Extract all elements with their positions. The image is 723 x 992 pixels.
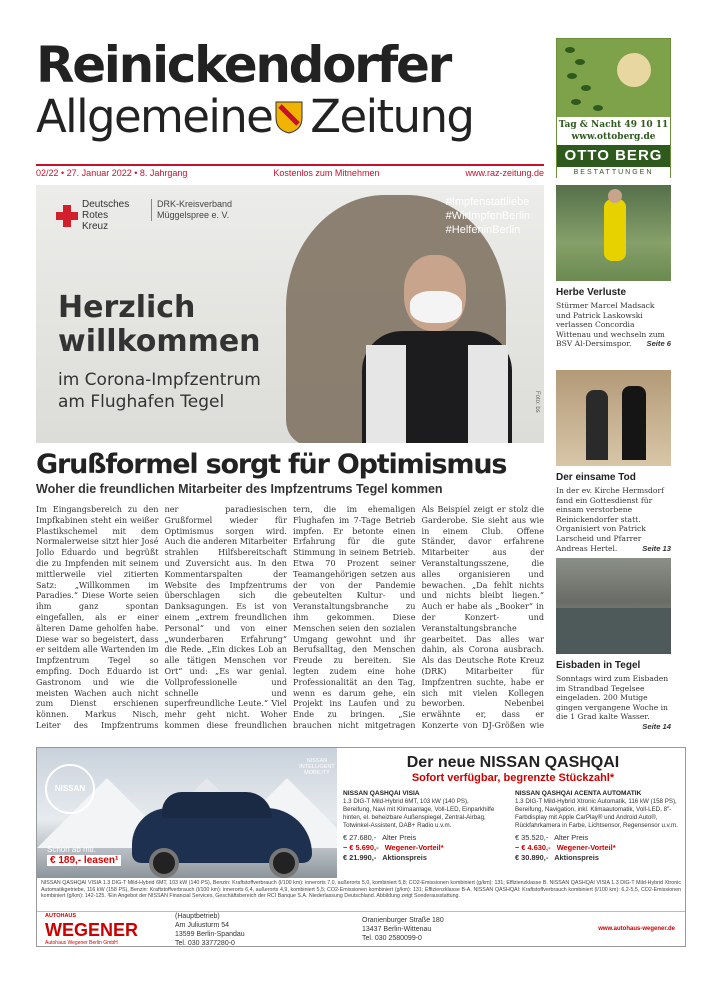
sidebar-title: Herbe Verluste bbox=[556, 287, 627, 298]
spec-line: 1.3 DIG-T Mild-Hybrid 6MT, 103 kW (140 PS), bbox=[343, 798, 469, 805]
ad-phone: Tag & Nacht 49 10 11 bbox=[558, 120, 669, 130]
leaf-icon bbox=[571, 99, 581, 105]
ad-contact bbox=[557, 117, 670, 145]
lease-price bbox=[47, 844, 121, 866]
dealer-website[interactable]: www.autohaus-wegener.de bbox=[598, 926, 675, 932]
discount-label: Wegener-Vorteil* bbox=[556, 843, 616, 852]
dealer-name: WEGENER bbox=[45, 919, 139, 940]
leaf-icon bbox=[575, 59, 585, 65]
price-row bbox=[515, 843, 680, 853]
nissan-ad[interactable] bbox=[36, 747, 686, 947]
discount: − € 5.690,- bbox=[343, 843, 379, 852]
vest-left bbox=[366, 345, 406, 443]
hashtag: #WirImpfenBerlin bbox=[445, 210, 530, 222]
ffp2-mask bbox=[410, 291, 462, 323]
dealer-address bbox=[332, 916, 497, 943]
dealer-footer bbox=[37, 911, 685, 947]
drk2-line: DRK-Kreisverband bbox=[157, 199, 233, 209]
spec-title: NISSAN QASHQAI VISIA bbox=[343, 790, 420, 797]
nissan-subheadline: Sofort verfügbar, begrenzte Stückzahl* bbox=[411, 772, 615, 784]
old-price-label: Alter Preis bbox=[554, 833, 589, 842]
dateline bbox=[36, 164, 544, 178]
nissan-headline: Der neue NISSAN QASHQAI bbox=[406, 754, 620, 771]
website-link[interactable]: www.raz-zeitung.de bbox=[465, 168, 544, 178]
address-street: Oranienburger Straße 180 bbox=[362, 917, 444, 924]
article-column-text: Als Beispiel zeigt er stolz die Garderobe. Sie sieht aus wie in einem Club. Offene Ständer, davor erfahrene Mitarbeiter aus der Veranstaltungsszene, die alles organisieren und bewachen. „Da fehlt nichts und nichts bleibt liegen.“ Auch er habe als „Booker“ in der Konzert- und Veranstaltungsbranche gearbeitet. Das alles war dahin, als Corona ausbrach. Als das Deutsche Rote Kreuz (DRK) Mitarbeiter für Impfzentren suchte, habe er sich mit vielen Kollegen beworben. Nebenbei erwähnte er, dass er Konzerte von DJ-Größen wie bbox=[421, 504, 544, 730]
drk-line: Kreuz bbox=[82, 221, 109, 232]
leaf-icon bbox=[581, 85, 591, 91]
otto-berg-ad[interactable] bbox=[556, 38, 671, 178]
nissan-car-image bbox=[37, 748, 337, 878]
masthead-zeitung: Zeitung bbox=[310, 90, 474, 143]
free-label: Kostenlos zum Mitnehmen bbox=[273, 168, 380, 178]
ice-bathing-photo bbox=[556, 558, 671, 654]
masthead-allgemeine: Allgemeine bbox=[36, 90, 273, 143]
nissan-ad-header bbox=[343, 754, 683, 784]
article-column-last bbox=[422, 504, 545, 732]
spec-line: 1.3 DIG-T Mild-Hybrid Xtronic Automatik, 116 kW (158 PS), Bereifung, Navigation, inkl. Klimaautomatik, Voll-LED, 8"-Farbdisplay mit Apple CarPlay® und Android Auto®, Rückfahrkamera in Farbe, Lichtsensor, Regensensor u.v.m. bbox=[515, 798, 678, 829]
person-figure bbox=[586, 390, 608, 460]
sidebar-text bbox=[556, 674, 671, 731]
page-ref[interactable]: Seite 14 bbox=[642, 721, 671, 731]
dealer-address bbox=[167, 912, 332, 948]
drk-kreisverband bbox=[151, 199, 232, 221]
hashtags bbox=[446, 195, 530, 237]
player-head bbox=[608, 189, 622, 203]
fine-print: NISSAN QASHQAI VISIA 1.3 DIG-T Mild-Hybrid 6MT, 103 kW (140 PS), Benzin: Kraftstoffverbrauch (l/100 km): innerorts 7,0, außerorts 5,0, kombiniert 5,8; CO2-Emissionen kombiniert (g/km): 131; Effizienzklasse B. NISSAN QASHQAI VISIA 1.3 DIG-T Mild-Hybrid Xtronic Automatikgetriebe, 116 kW (158 PS), Benzin: Kraftstoffverbrauch (l/100 km): innerorts 6,4, außerorts 4,9, kombiniert 5,5; CO2-Emissionen kombiniert (g/km): 131; Effizienzklasse B-A. NISSAN QASHQAI: Kraftstoffverbrauch kombiniert (l/100 km): 6,2-5,5, CO2-Emissionen kombiniert (g/km): 142-125. ¹Ein Angebot der NISSAN Financial Services, Geschäftsbereich der RCI Banque S.A. Niederlassung Deutschland. Abbildung zeigt Sonderausstattung. bbox=[41, 880, 681, 900]
impf-line: im Corona-Impfzentrum bbox=[58, 370, 261, 390]
article-headline[interactable]: Grußformel sorgt für Optimismus bbox=[36, 449, 507, 480]
hashtag: #Impfenstattliebe bbox=[445, 196, 530, 208]
final-price-label: Aktionspreis bbox=[554, 853, 599, 862]
old-price: € 27.680,- bbox=[343, 833, 377, 842]
article-column: tern, die im ehemaligen Flughafen im 7-Tage Betrieb impfen. Er betonte einen Erfahrung für die gute Stimmung in seinem Betrieb. Etwa 70 Prozent seiner Teamangehörigen setzen aus der von der Pandemie gebeutelten Kultur- und Veranstaltungsbranche zu ihm gekommen. Diese Menschen seien den sozialen Umgang gewohnt und ihr Berufsalltag, den Menschen Freude zu bereiten. Sie legten zudem eine hohe Professionalität an den Tag, wenn es darum gehe, ein Projekt ins Laufen und zu Ende zu bringen. „Sie brauchen nicht mitgetragen bbox=[293, 504, 416, 730]
pastor-figure bbox=[622, 386, 646, 460]
welcome-banner bbox=[58, 291, 261, 359]
spec-acenta bbox=[515, 790, 680, 863]
spec-line: Bereifung, Navi mit Klimaanlage, Voll-LED, Einparkhilfe hinten, el. beheizbare Außenspiegel, Zentral-Airbag, Totwinkel-Assistent, DAB+ Radio u.v.m. bbox=[343, 806, 495, 829]
drk-line: Deutsches bbox=[82, 199, 130, 210]
address-label: (Hauptbetrieb) bbox=[175, 912, 220, 920]
welcome-line: Herzlich bbox=[58, 290, 196, 325]
red-cross-icon bbox=[56, 205, 78, 227]
ad-illustration bbox=[557, 39, 670, 117]
otto-berg-logo: OTTO BERG bbox=[557, 145, 670, 167]
water bbox=[556, 608, 671, 654]
vest-right bbox=[468, 345, 508, 443]
discount-label: Wegener-Vorteil* bbox=[384, 843, 444, 852]
car-wheel bbox=[149, 848, 179, 878]
impfzentrum-banner bbox=[58, 369, 261, 413]
article-subheadline: Woher die freundlichen Mitarbeiter des Impfzentrums Tegel kommen bbox=[36, 482, 443, 496]
nissan-brand-badge: NISSAN INTELLIGENT MOBILITY bbox=[299, 758, 335, 776]
lease-amount: € 189,- leasen¹ bbox=[47, 855, 121, 866]
leaf-icon bbox=[567, 73, 577, 79]
address-city: 13437 Berlin-Wittenau bbox=[362, 926, 432, 933]
final-price-label: Aktionspreis bbox=[382, 853, 427, 862]
person-with-mask bbox=[362, 255, 512, 443]
spec-visia bbox=[343, 790, 508, 863]
dealer-subtitle: Autohaus Wegener Berlin GmbH bbox=[45, 939, 118, 946]
article-column: Im Eingangsbereich zu den Impfkabinen steht ein weißer Plastikschemel mit dem Normalerweise sitzt hier José Jollo Eduardo und begrüßt die zu Impfenden mit seinem mittlerweile viel zitierten Satz: „Willkommen im Paradies.“ Diese Worte seien ihm ganz spontan eingefallen, als er einer älteren Dame geholfen habe. Diese war so begeistert, dass er seitdem alle Wartenden im Impfzentrum Tegel so empfing. Doch Eduardo ist Gastronom und wie die meisten Wachen auch nicht zum Dienst erschienen können. Markus Nisch, Leiter des Impfzentrums bbox=[36, 504, 159, 730]
article-column: ner paradiesischen Grußformel wieder für Optimismus sorgen wird. Auch die anderen Mitarbeiter strahlen Hilfsbereitschaft und Zuversicht aus. In den Kommentarspalten der Website des Impfzentrums überschlagen sich die Danksagungen. Es ist von einem „extrem freundlichen Personal“ und von einer „wunderbaren Erfahrung“ die Rede. „Ein dickes Lob an alle tätigen Menschen vor Ort“ und: „Es war genial. Vollprofessionelle und schnelle und superfreundliche Leute.“ Viel mehr geht nicht. Woher kommen diese freundlichen bbox=[164, 504, 287, 730]
issue-info: 02/22 • 27. Januar 2022 • 8. Jahrgang bbox=[36, 168, 188, 178]
car-wheel bbox=[269, 848, 299, 878]
sidebar-story-3[interactable] bbox=[556, 558, 671, 732]
moon-icon bbox=[617, 53, 651, 87]
sidebar-title: Eisbaden in Tegel bbox=[556, 660, 641, 671]
spec-prices bbox=[343, 833, 508, 863]
spec-prices bbox=[515, 833, 680, 863]
price-row bbox=[343, 853, 508, 863]
church-photo bbox=[556, 370, 671, 466]
sidebar-body: Stürmer Marcel Madsack und Patrick Laskowski verlassen Concordia Wittenau und wechseln zum BSV Al-Dersimspor. bbox=[556, 301, 665, 349]
leaf-icon bbox=[593, 105, 603, 111]
spec-title: NISSAN QASHQAI ACENTA AUTOMATIK bbox=[515, 790, 642, 797]
drk-label bbox=[82, 199, 129, 232]
masthead-title-line2 bbox=[36, 92, 546, 142]
ad-url[interactable]: www.ottoberg.de bbox=[571, 132, 656, 142]
article-body bbox=[36, 504, 544, 732]
dealer-logo bbox=[37, 912, 167, 948]
hashtag: #HelfeninBerlin bbox=[445, 224, 521, 236]
sidebar-story-1[interactable] bbox=[556, 185, 671, 349]
price-row bbox=[515, 833, 680, 843]
sidebar-body: In der ev. Kirche Hermsdorf fand ein Gottesdienst für einsam verstorbene Reinickendorfer statt. Organisiert von Patrick Larscheid und Pfarrer Andreas Hertel. bbox=[556, 486, 664, 553]
final-price: € 21.990,- bbox=[343, 853, 377, 862]
impf-line: am Flughafen Tegel bbox=[58, 392, 225, 412]
crest-icon bbox=[274, 100, 304, 134]
ad-subtitle: BESTATTUNGEN bbox=[557, 167, 670, 179]
price-row bbox=[343, 833, 508, 843]
hero-photo bbox=[36, 185, 544, 443]
price-row bbox=[515, 853, 680, 863]
sidebar-text bbox=[556, 301, 671, 349]
sidebar-title: Der einsame Tod bbox=[556, 472, 636, 483]
final-price: € 30.890,- bbox=[515, 853, 549, 862]
old-price-label: Alter Preis bbox=[382, 833, 417, 842]
lease-label: Schon ab mtl. bbox=[47, 845, 96, 854]
address-phone[interactable]: Tel. 030 2580099-0 bbox=[362, 935, 422, 942]
leaf-icon bbox=[565, 47, 575, 53]
address-city: 13599 Berlin-Spandau bbox=[175, 930, 245, 938]
address-phone[interactable]: Tel. 030 3377280-0 bbox=[175, 939, 235, 947]
discount: − € 4.630,- bbox=[515, 843, 551, 852]
sidebar-story-2[interactable] bbox=[556, 370, 671, 553]
masthead bbox=[36, 38, 546, 142]
welcome-line: willkommen bbox=[58, 324, 261, 359]
page-ref[interactable]: Seite 13 bbox=[642, 543, 671, 553]
address-street: Am Juliusturm 54 bbox=[175, 921, 230, 929]
football-photo bbox=[556, 185, 671, 281]
page-ref[interactable]: Seite 6 bbox=[646, 339, 671, 349]
price-row bbox=[343, 843, 508, 853]
photo-credit: Foto: bs bbox=[534, 391, 540, 413]
sidebar-body: Sonntags wird zum Eisbaden im Strandbad Tegelsee eingeladen. 200 Mutige gingen vergangene Woche in die 1 Grad kalte Wasser. bbox=[556, 674, 669, 722]
nissan-logo: NISSAN bbox=[45, 764, 95, 814]
sidebar-text bbox=[556, 486, 671, 553]
drk-line: Rotes bbox=[82, 210, 109, 221]
old-price: € 35.520,- bbox=[515, 833, 549, 842]
drk2-line: Müggelspree e. V. bbox=[157, 210, 230, 220]
masthead-title-line1: Reinickendorfer bbox=[36, 36, 450, 94]
dealer-tag: AUTOHAUS bbox=[45, 912, 77, 919]
player-figure bbox=[604, 199, 626, 261]
